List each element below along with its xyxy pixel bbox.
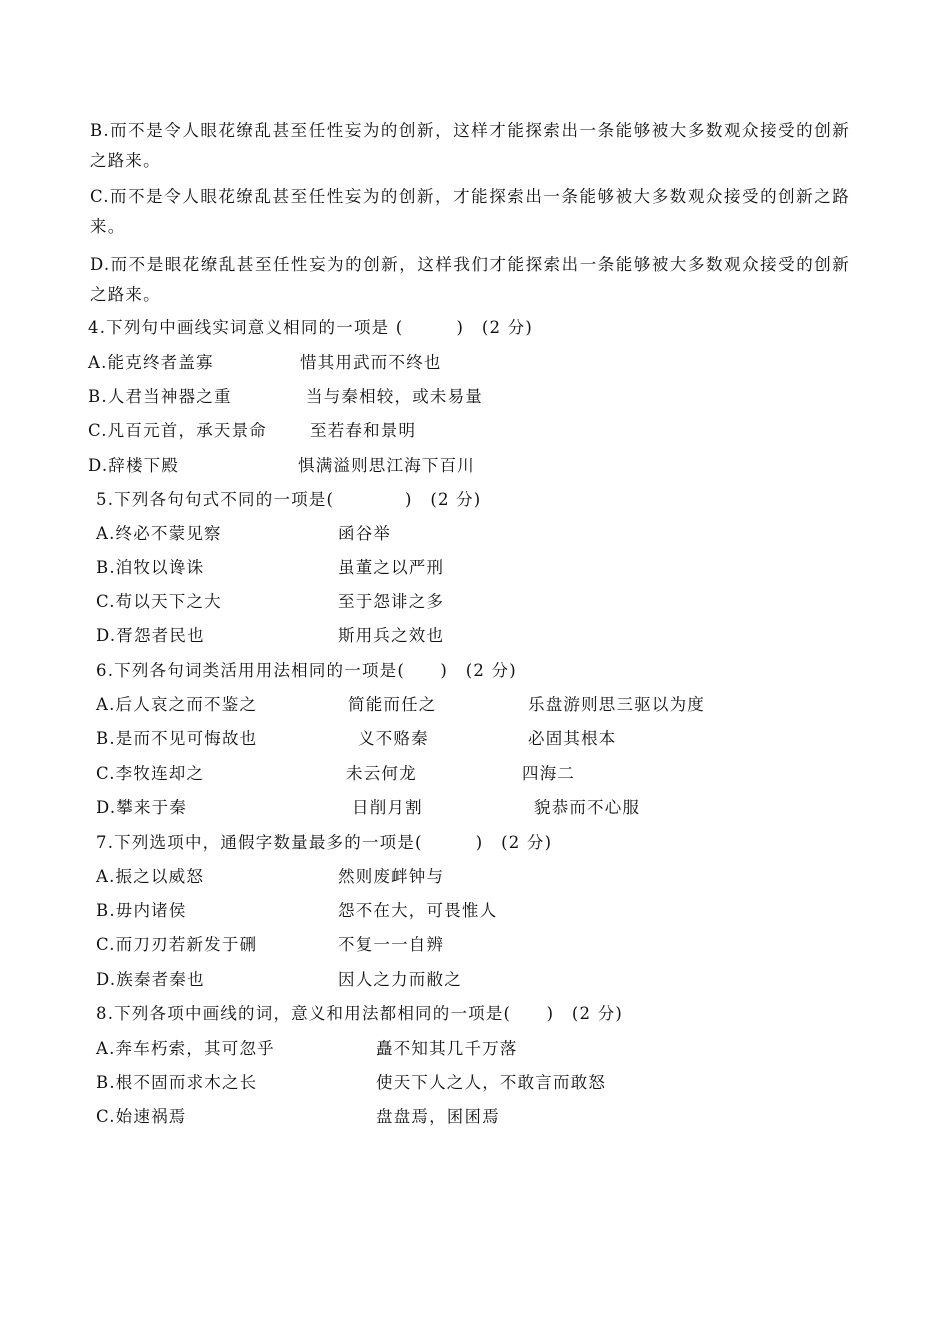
q7-option-a-left: A.振之以威怒 [96,867,205,886]
q7-option-b-left: B.毋内诸侯 [96,901,187,920]
q5-option-b-right: 虽董之以严刑 [338,558,445,577]
q4-option-d-right: 惧满溢则思江海下百川 [298,456,475,475]
q5-option-d-right: 斯用兵之效也 [338,626,445,645]
q4-option-d-left: D.辞楼下殿 [88,456,180,475]
q4-option-a-right: 惜其用武而不终也 [300,353,442,372]
q7-option-d-left: D.族秦者秦也 [96,970,205,989]
q5-option-a-left: A.终必不蒙见察 [96,524,222,543]
q3-option-c: C.而不是令人眼花缭乱甚至任性妄为的创新，才能探索出一条能够被大多数观众接受的创新之路来。 [90,187,850,236]
q6-option-a-col3: 乐盘游则思三驱以为度 [528,695,705,714]
q7-option-c-right: 不复一一自辨 [338,935,445,954]
q8-option-b-right: 使天下人之人，不敢言而敢怒 [376,1073,607,1092]
q6-option-c-col1: C.李牧连却之 [96,764,205,783]
q7-option-d-right: 因人之力而敝之 [338,970,462,989]
q5-stem: 5.下列各句句式不同的一项是( ) (2 分) [96,490,482,509]
q6-option-c-col3: 四海二 [522,764,576,783]
q4-option-b-right: 当与秦相较，或未易量 [306,387,483,406]
q8-option-a-left: A.奔车朽索，其可忽乎 [96,1039,275,1058]
q4-option-b-left: B.人君当神器之重 [88,387,232,406]
q6-option-d-col2: 日削月割 [352,798,423,817]
q3-option-b: B.而不是令人眼花缭乱甚至任性妄为的创新，这样才能探索出一条能够被大多数观众接受的创新之路来。 [90,121,850,170]
q6-option-a-col1: A.后人哀之而不鉴之 [96,695,258,714]
q5-option-c-right: 至于怨诽之多 [338,592,445,611]
q6-option-d-col3: 貌恭而不心服 [534,798,641,817]
q5-option-c-left: C.苟以天下之大 [96,592,222,611]
q7-option-a-right: 然则废衅钟与 [338,867,445,886]
q8-option-c-left: C.始速祸焉 [96,1107,187,1126]
q4-stem: 4.下列句中画线实词意义相同的一项是 ( ) (2 分) [88,318,533,337]
q5-option-b-left: B.洎牧以谗诛 [96,558,205,577]
q7-stem: 7.下列选项中，通假字数量最多的一项是( ) (2 分) [96,833,553,852]
q8-option-c-right: 盘盘焉，囷囷焉 [376,1107,500,1126]
q6-option-b-col3: 必固其根本 [528,729,617,748]
q6-option-b-col1: B.是而不见可悔故也 [96,729,258,748]
q3-option-d: D.而不是眼花缭乱甚至任性妄为的创新，这样我们才能探索出一条能够被大多数观众接受的创新之路来。 [90,255,850,304]
q8-option-a-right: 矗不知其几千万落 [376,1039,518,1058]
q5-option-a-right: 函谷举 [338,524,392,543]
q7-option-b-right: 怨不在大，可畏惟人 [338,901,498,920]
q6-option-c-col2: 未云何龙 [346,764,417,783]
q4-option-a-left: A.能克终者盖寡 [88,353,214,372]
q7-option-c-left: C.而刀刃若新发于硎 [96,935,258,954]
q4-option-c-left: C.凡百元首，承天景命 [88,421,267,440]
q6-option-d-col1: D.攀来于秦 [96,798,188,817]
q8-option-b-left: B.根不固而求木之长 [96,1073,258,1092]
q6-option-b-col2: 义不赂秦 [358,729,429,748]
q5-option-d-left: D.胥怨者民也 [96,626,205,645]
q6-stem: 6.下列各句词类活用用法相同的一项是( ) (2 分) [96,661,517,680]
q6-option-a-col2: 简能而任之 [348,695,437,714]
q8-stem: 8.下列各项中画线的词，意义和用法都相同的一项是( ) (2 分) [96,1004,624,1023]
q4-option-c-right: 至若春和景明 [310,421,417,440]
